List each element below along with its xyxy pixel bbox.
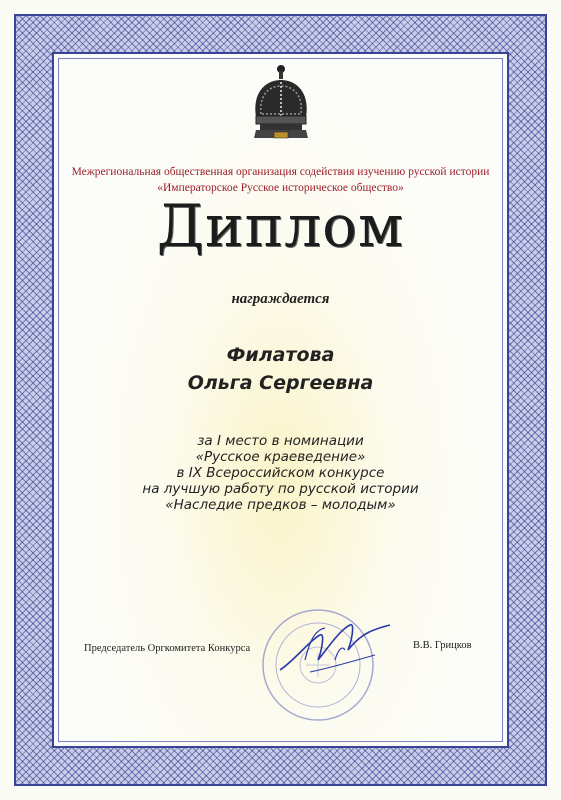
award-line-3: в IX Всероссийском конкурсе bbox=[176, 465, 385, 481]
award-line-1: за I место в номинации bbox=[197, 433, 364, 449]
org-name-line2: «Императорское Русское историческое общество» bbox=[157, 182, 404, 194]
award-line-4: на лучшую работу по русской истории bbox=[142, 481, 419, 497]
recipient-surname: Филатова bbox=[226, 344, 335, 366]
award-line-5: «Наследие предков – молодым» bbox=[165, 497, 396, 513]
awarded-label: награждается bbox=[231, 291, 330, 307]
signature-icon bbox=[250, 600, 400, 690]
award-line-2: «Русское краеведение» bbox=[195, 449, 366, 465]
signer-name: В.В. Грицков bbox=[413, 640, 472, 651]
chair-label: Председатель Оргкомитета Конкурса bbox=[84, 643, 251, 654]
org-name-line1: Межрегиональная общественная организация содействия изучению русской истории bbox=[71, 166, 490, 178]
diploma-title: Диплом bbox=[156, 192, 405, 260]
crown-icon bbox=[246, 62, 316, 150]
recipient-given-names: Ольга Сергеевна bbox=[187, 372, 374, 394]
